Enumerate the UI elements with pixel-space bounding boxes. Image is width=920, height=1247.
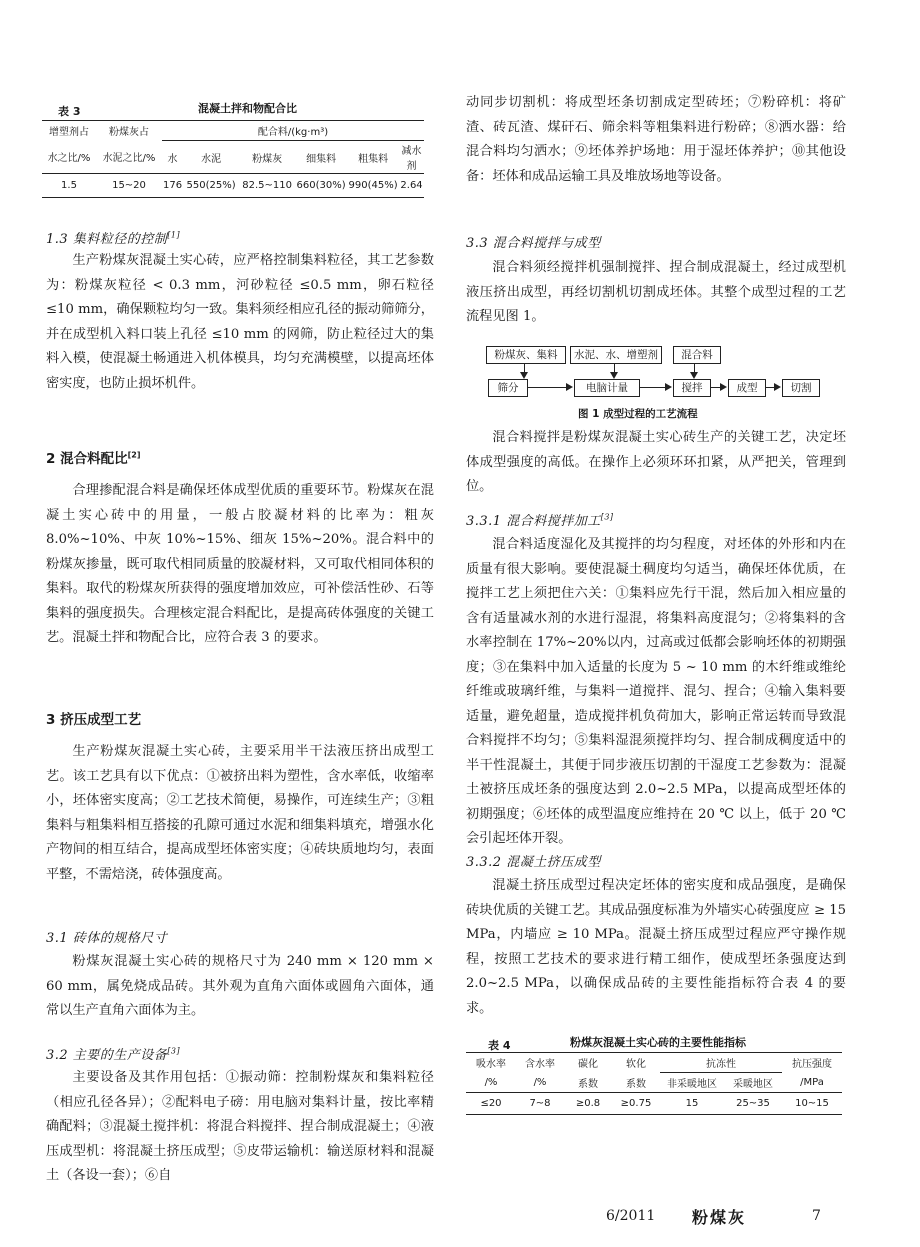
table4 — [466, 1052, 842, 1115]
footer-issue: 6/2011 — [606, 1208, 656, 1224]
section-1-3-heading — [46, 228, 180, 247]
flow-arrow — [774, 383, 781, 391]
table3-cell-3: 550(25%) — [186, 180, 236, 191]
table3-h2-3: 水泥 — [201, 153, 222, 165]
footer-page-number: 7 — [812, 1208, 821, 1224]
table3-h2-5: 细集料 — [306, 153, 337, 165]
flow-box-computer-metering: 电脑计量 — [574, 379, 640, 397]
section-3-1-body: 粉煤灰混凝土实心砖的规格尺寸为 240 mm × 120 mm × 60 mm，属免烧成品砖。其外观为直角六面体或圆角六面体，通常以生产直角六面体为主。 — [46, 954, 434, 1018]
section-1-3-body: 生产粉煤灰混凝土实心砖，应严格控制集料粒径，其工艺参数为：粉煤灰粒径 < 0.3 mm，河砂粒径 ≤0.5 mm，卵石粒径 ≤10 mm，确保颗粒均匀一致。集料须经相应孔径的振动筛筛分，并在成型机入料口装上孔径 ≤10 mm 的网筛，防止粒径过大的集料入模，使混凝土畅通进入机体模具，均匀充满模壁，以提高坯体密实度，也防止损坏机件。 — [46, 253, 434, 391]
table4-h1-4: 抗冻性 — [660, 1053, 782, 1073]
section-1-3-title: 1.3 集料粒径的控制 — [46, 232, 168, 247]
table4-h2-5: 采暖地区 — [733, 1079, 773, 1090]
table4-h2-0: /% — [484, 1076, 498, 1088]
flow-arrow — [690, 372, 698, 379]
section-2-title: 2 混合料配比 — [46, 451, 128, 467]
table4-cell-6: 10~15 — [795, 1098, 829, 1109]
table4-h2-4: 非采暖地区 — [667, 1079, 717, 1090]
flow-box-fly-ash-aggregate: 粉煤灰、集料 — [486, 346, 566, 364]
section-2-heading — [46, 447, 140, 467]
section-3-2-heading — [46, 1044, 180, 1063]
section-3-1-title: 3.1 砖体的规格尺寸 — [46, 931, 168, 946]
table3-cell-0: 1.5 — [61, 180, 77, 191]
section-3-3-1-title: 3.3.1 混合料搅拌加工 — [466, 514, 601, 529]
section-3-3-1-heading — [466, 510, 614, 529]
table4-h1-0: 吸水率 — [476, 1059, 506, 1071]
flow-arrow — [665, 383, 672, 391]
table3-cell-5: 660(30%) — [296, 180, 346, 191]
section-3-3-1-body: 混合料适度湿化及其搅拌的均匀程度，对坯体的外形和内在质量有很大影响。要使混凝土稠度均匀适当，确保坯体优质，在搅拌工艺上须把住六关：①集料应先行干混，然后加入相应量的含有适量减水剂的水进行湿混，将集料高度混匀；②将集料的含水率控制在 17%~20%以内，过高或过低都会影响坯体的初期强度；③在集料中加入适量的长度为 5 ~ 10 mm 的木纤维或维纶纤维或玻璃纤维，与集料一道搅拌、混匀、捏合；④输入集料要适量，避免超量，造成搅拌机负荷加大，影响正常运转而导致混合料搅拌不均匀；⑤集料湿混须搅拌均匀、捏合制成稠度适中的半干性混凝土，其便于同步液压切割的干湿度工艺参数为：混凝土被挤压成坯条的强度达到 2.0~2.5 MPa，以提高成型坯体的初期强度；⑥坯体的成型温度应维持在 20 ℃ 以上，低于 20 ℃ 会引起坯体开裂。 — [466, 537, 846, 846]
table3-h1-0: 增塑剂占 — [49, 127, 89, 139]
section-3-body: 生产粉煤灰混凝土实心砖，主要采用半干法液压挤出成型工艺。该工艺具有以下优点：①被挤出料为塑性，含水率低，收缩率小，坯体密实度高；②工艺技术简便，易操作，可连续生产；③粗集料与粗集料相互搭接的孔隙可通过水泥和细集料填充，增强水化产物间的相互结合，提高成型坯体密实度；④砖块质地均匀，表面平整，不需焙浇，砖体强度高。 — [46, 744, 434, 882]
flow-arrow — [720, 383, 727, 391]
table4-h2-3: 系数 — [626, 1078, 646, 1090]
section-3-2-ref: [3] — [167, 1046, 181, 1056]
table3-cell-1: 15~20 — [112, 180, 146, 191]
section-1-3-ref: [1] — [167, 230, 181, 240]
after-figure-body: 混合料搅拌是粉煤灰混凝土实心砖生产的关键工艺，决定坯体成型强度的高低。在操作上必须环环扣紧，从严把关，管理到位。 — [466, 430, 846, 494]
table4-title: 粉煤灰混凝土实心砖的主要性能指标 — [570, 1036, 746, 1049]
flow-box-forming: 成型 — [728, 379, 766, 397]
flow-arrow — [566, 383, 573, 391]
section-3-3-2-body: 混凝土挤压成型过程决定坯体的密实度和成品强度，是确保砖块优质的关键工艺。其成品强度标准为外墙实心砖强度应 ≥ 15 MPa，内墙应 ≥ 10 MPa。混凝土挤压成型过程应严守操作规程，按照工艺技术的要求进行精工细作，使成型坯条强度达到 2.0~2.5 MPa，以确保成品砖的主要性能指标符合表 4 的要求。 — [466, 878, 846, 1016]
table3-h2-0: 水之比/% — [47, 153, 91, 165]
table4-cell-3: ≥0.75 — [620, 1098, 652, 1109]
figure-1-caption: 图 1 成型过程的工艺流程 — [578, 408, 698, 420]
continued-body: 动同步切割机：将成型坯条切割成定型砖坯；⑦粉碎机：将矿渣、砖瓦渣、煤矸石、筛余料等粗集料进行粉碎；⑧洒水器：给混合料均匀洒水；⑨坯体养护场地：用于湿坯体养护；⑩其他设备：坯体和成品运输工具及堆放场地等设备。 — [466, 95, 846, 184]
flow-arrow — [610, 372, 618, 379]
table4-cell-5: 25~35 — [736, 1098, 770, 1109]
table4-h2-6: /MPa — [800, 1076, 824, 1088]
table3-title: 混凝土拌和物配合比 — [198, 102, 297, 115]
flow-box-sieve: 筛分 — [488, 379, 528, 397]
table4-label: 表 4 — [488, 1039, 511, 1052]
table4-cell-1: 7~8 — [529, 1098, 551, 1109]
table3 — [42, 120, 424, 198]
footer-journal: 粉煤灰 — [692, 1208, 747, 1227]
section-3-3-body: 混合料须经搅拌机强制搅拌、捏合制成混凝土，经过成型机液压挤出成型，再经切割机切割成坯体。其整个成型过程的工艺流程见图 1。 — [466, 260, 846, 324]
table4-cell-2: ≥0.8 — [575, 1098, 601, 1109]
section-3-3-title: 3.3 混合料搅拌与成型 — [466, 236, 601, 251]
flow-arrow — [520, 372, 528, 379]
section-3-3-1-ref: [3] — [600, 512, 614, 522]
table3-label: 表 3 — [58, 105, 81, 118]
table3-cell-4: 82.5~110 — [242, 180, 292, 191]
section-3-2-body: 主要设备及其作用包括：①振动筛：控制粉煤灰和集料粒径（相应孔径各异）；②配料电子磅：用电脑对集料计量，按比率精确配料；③混凝土搅拌机：将混合料搅拌、捏合制成混凝土；④液压成型机：将混凝土挤压成型；⑤皮带运输机：输送原材料和混凝土（各设一套）；⑥自 — [46, 1070, 434, 1183]
table3-cell-6: 990(45%) — [348, 180, 398, 191]
table3-h2-7: 减水剂 — [401, 146, 422, 172]
table4-h1-1: 含水率 — [525, 1059, 555, 1071]
table3-cell-2: 176 — [163, 180, 183, 191]
table3-h2-1: 水泥之比/% — [102, 153, 156, 165]
flow-line — [639, 387, 666, 388]
table4-h2-1: /% — [533, 1076, 547, 1088]
table3-h2-2: 水 — [167, 153, 178, 165]
flow-line — [527, 387, 567, 388]
flow-box-mixing: 搅拌 — [673, 379, 711, 397]
table3-h1-2: 配合料/(kg·m³) — [162, 121, 424, 141]
table4-cell-4: 15 — [685, 1098, 699, 1109]
table4-h2-2: 系数 — [578, 1078, 598, 1090]
table3-cell-7: 2.64 — [400, 180, 423, 191]
table3-h2-4: 粉煤灰 — [252, 153, 283, 165]
section-3-title: 3 挤压成型工艺 — [46, 712, 142, 728]
table4-caption — [488, 1034, 846, 1053]
section-3-3-2-title: 3.3.2 混凝土挤压成型 — [466, 855, 601, 870]
flow-box-cutting: 切割 — [782, 379, 820, 397]
table3-caption — [58, 100, 428, 119]
section-3-2-title: 3.2 主要的生产设备 — [46, 1048, 168, 1063]
table4-h1-5: 抗压强度 — [792, 1059, 832, 1071]
table4-cell-0: ≤20 — [480, 1098, 502, 1109]
flow-box-cement-water-plasticizer: 水泥、水、增塑剂 — [570, 346, 662, 364]
flow-box-mixture: 混合料 — [673, 346, 721, 364]
table3-h2-6: 粗集料 — [358, 153, 389, 165]
section-2-body: 合理掺配混合料是确保坯体成型优质的重要环节。粉煤灰在混凝土实心砖中的用量，一般占胶凝材料的比率为：粗灰 8.0%~10%、中灰 10%~15%、细灰 15%~20%。混合料中的粉煤灰掺量，既可取代相同质量的胶凝材料，又可取代相同体积的集料。取代的粉煤灰所获得的强度增加效应，可补偿活性砂、石等集料的强度损失。合理核定混合料配比，是提高砖体强度的关键工艺。混凝土拌和物配合比，应符合表 3 的要求。 — [46, 483, 434, 645]
table4-h1-2: 碳化 — [578, 1059, 598, 1071]
flowchart — [466, 336, 846, 406]
section-2-ref: [2] — [127, 450, 141, 460]
table3-h1-1: 粉煤灰占 — [109, 127, 149, 139]
table4-h1-3: 软化 — [626, 1059, 646, 1071]
